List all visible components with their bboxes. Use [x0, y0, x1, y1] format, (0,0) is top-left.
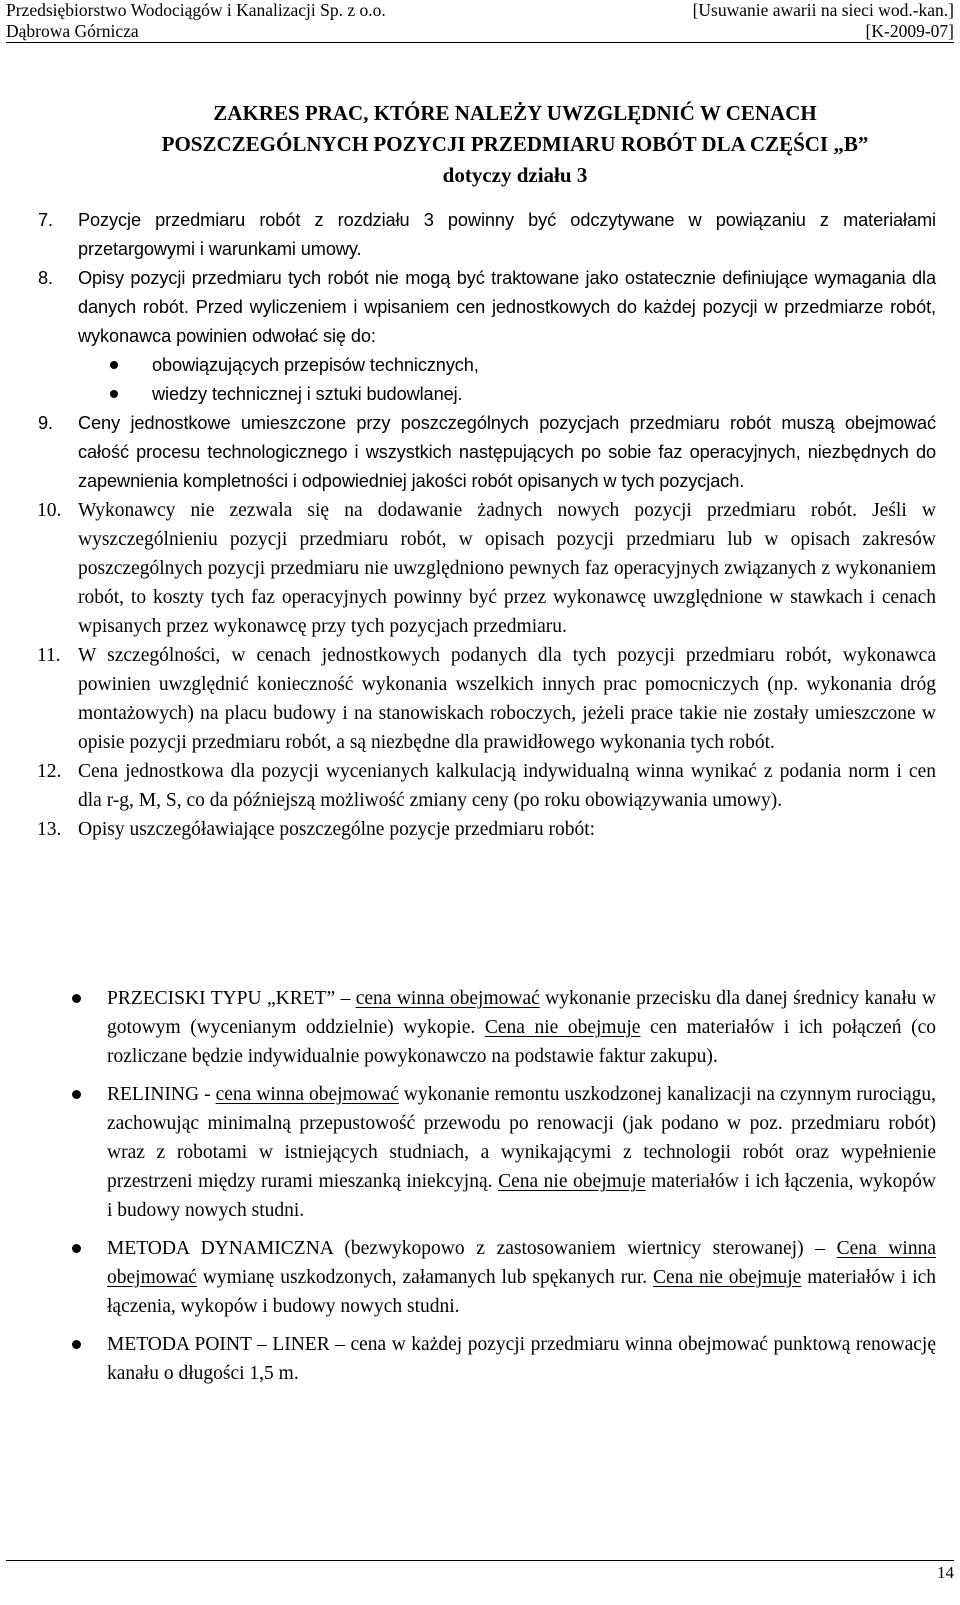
- item-text: Pozycje przedmiaru robót z rozdziału 3 powinny być odczytywane w powiązaniu z materiałami przetargowymi i warunkami umowy.: [78, 210, 936, 259]
- document-body: [37, 206, 936, 844]
- underlined-phrase: Cena nie obejmuje: [498, 1171, 646, 1192]
- title-line-3: dotyczy działu 3: [442, 163, 588, 187]
- bullet-lead: METODA DYNAMICZNA (bezwykopowo z zastosowaniem wiertnicy sterowanej) –: [107, 1238, 837, 1259]
- item-11: [37, 641, 936, 757]
- item-text: Opisy uszczegóławiające poszczególne pozycje przedmiaru robót:: [78, 819, 596, 840]
- item-10: [37, 496, 936, 641]
- item-13-bullet-list: [0, 984, 936, 1388]
- item-13-details: [78, 980, 936, 1397]
- item-8-bullet-list: [78, 351, 936, 409]
- underlined-phrase: cena winna obejmować: [355, 988, 540, 1009]
- list-item-relining: [0, 1080, 936, 1225]
- list-item: wiedzy technicznej i sztuki budowlanej.: [78, 380, 936, 409]
- header-company: Przedsiębiorstwo Wodociągów i Kanalizacji Sp. z o.o.: [6, 0, 386, 20]
- header-document-code: [K-2009-07]: [865, 21, 954, 41]
- bullet-text: materiałów i ich łączenia, wykopów i budowy nowych studni.: [107, 1171, 936, 1221]
- item-text: Wykonawcy nie zezwala się na dodawanie żadnych nowych pozycji przedmiaru robót. Jeśli w wyszczególnieniu pozycji przedmiaru robót, w opisach pozycji przedmiaru lub w opisach zakresów poszczególnych pozycji przedmiaru nie uwzględniono pewnych faz operacyjnych związanych z wykonaniem robót, to koszty tych faz operacyjnych powinny być przez wykonawcę uwzględnione w stawkach i cenach wpisanych przez wykonawcę przy tych pozycjach przedmiaru.: [78, 500, 936, 637]
- item-text: W szczególności, w cenach jednostkowych podanych dla tych pozycji przedmiaru robót, wykonawca powinien uwzględnić konieczność wykonania wszelkich innych prac pomocniczych (np. wykonania dróg montażowych) na placu budowy i na stanowiskach roboczych, jeżeli prace takie nie zostały umieszczone w opisie pozycji przedmiaru robót, a są niezbędne dla prawidłowego wykonania tych robót.: [78, 645, 936, 753]
- item-number: 13.: [37, 819, 62, 840]
- title-line-1: ZAKRES PRAC, KTÓRE NALEŻY UWZGLĘDNIĆ W CENACH: [213, 101, 817, 125]
- page-number: 14: [937, 1563, 954, 1582]
- page-footer: [6, 1560, 954, 1601]
- item-number: 9.: [38, 413, 53, 433]
- bullet-text: wymianę uszkodzonych, załamanych lub spękanych rur.: [196, 1267, 654, 1288]
- list-item-przeciski: [0, 984, 936, 1071]
- item-text: Cena jednostkowa dla pozycji wycenianych kalkulacją indywidualną winna wynikać z podania norm i cen dla r-g, M, S, co da późniejszą możliwość zmiany ceny (po roku obowiązywania umowy).: [78, 761, 936, 811]
- item-number: 10.: [37, 500, 62, 521]
- underlined-phrase: cena winna obejmować: [215, 1084, 399, 1105]
- bullet-text: cen materiałów i ich połączeń (co rozliczane będzie indywidualnie powykonawczo na podstawie faktur zakupu).: [107, 1017, 937, 1067]
- list-item-point-liner: METODA POINT – LINER – cena w każdej pozycji przedmiaru winna obejmować punktową renowację kanału o długości 1,5 m.: [0, 1330, 936, 1388]
- item-13: [37, 815, 936, 844]
- item-number: 7.: [38, 210, 53, 230]
- underlined-phrase: Cena nie obejmuje: [484, 1017, 641, 1038]
- bullet-text: wykonanie przecisku dla danej średnicy kanału w gotowym (wycenianym oddzielnie) wykopie.: [107, 988, 936, 1038]
- list-item-metoda-dynamiczna: [0, 1234, 936, 1321]
- header-city: Dąbrowa Górnicza: [6, 21, 139, 41]
- item-number: 8.: [38, 268, 53, 288]
- item-number: 11.: [37, 645, 61, 666]
- underlined-phrase: Cena winna obejmować: [107, 1238, 936, 1288]
- title-line-2: POSZCZEGÓLNYCH POZYCJI PRZEDMIARU ROBÓT DLA CZĘŚCI „B”: [161, 132, 869, 156]
- item-number: 12.: [37, 761, 62, 782]
- underlined-phrase: Cena nie obejmuje: [653, 1267, 802, 1288]
- page-header: [6, 0, 954, 43]
- item-9: [38, 409, 936, 496]
- item-text: Opisy pozycji przedmiaru tych robót nie mogą być traktowane jako ostatecznie definiujące wymagania dla danych robót. Przed wyliczeniem i wpisaniem cen jednostkowych do każdej pozycji w przedmiarze robót, wykonawca powinien odwołać się do:: [78, 268, 936, 346]
- header-document-subject: [Usuwanie awarii na sieci wod.-kan.]: [692, 0, 954, 20]
- item-7: [38, 206, 936, 264]
- page-title: [70, 98, 960, 191]
- item-text: Ceny jednostkowe umieszczone przy poszczególnych pozycjach przedmiaru robót muszą obejmować całość procesu technologicznego i wszystkich następujących po sobie faz operacyjnych, niezbędnych do zapewnienia kompletności i odpowiedniej jakości robót opisanych w tych pozycjach.: [78, 413, 936, 491]
- bullet-lead: PRZECISKI TYPU „KRET” –: [107, 988, 356, 1009]
- bullet-lead: RELINING -: [107, 1084, 216, 1105]
- bullet-text: wykonanie remontu uszkodzonej kanalizacji na czynnym rurociągu, zachowując minimalną przepustowość przewodu po renowacji (jak podano w poz. przedmiaru robót) wraz z robotami w istniejących studniach, a wynikającymi z technologii robót oraz wypełnienie przestrzeni między rurami mieszanką iniekcyjną.: [107, 1084, 936, 1192]
- list-item: obowiązujących przepisów technicznych,: [78, 351, 936, 380]
- item-12: [37, 757, 936, 815]
- item-8: [38, 264, 936, 409]
- bullet-text: materiałów i ich łączenia, wykopów i budowy nowych studni.: [107, 1267, 937, 1317]
